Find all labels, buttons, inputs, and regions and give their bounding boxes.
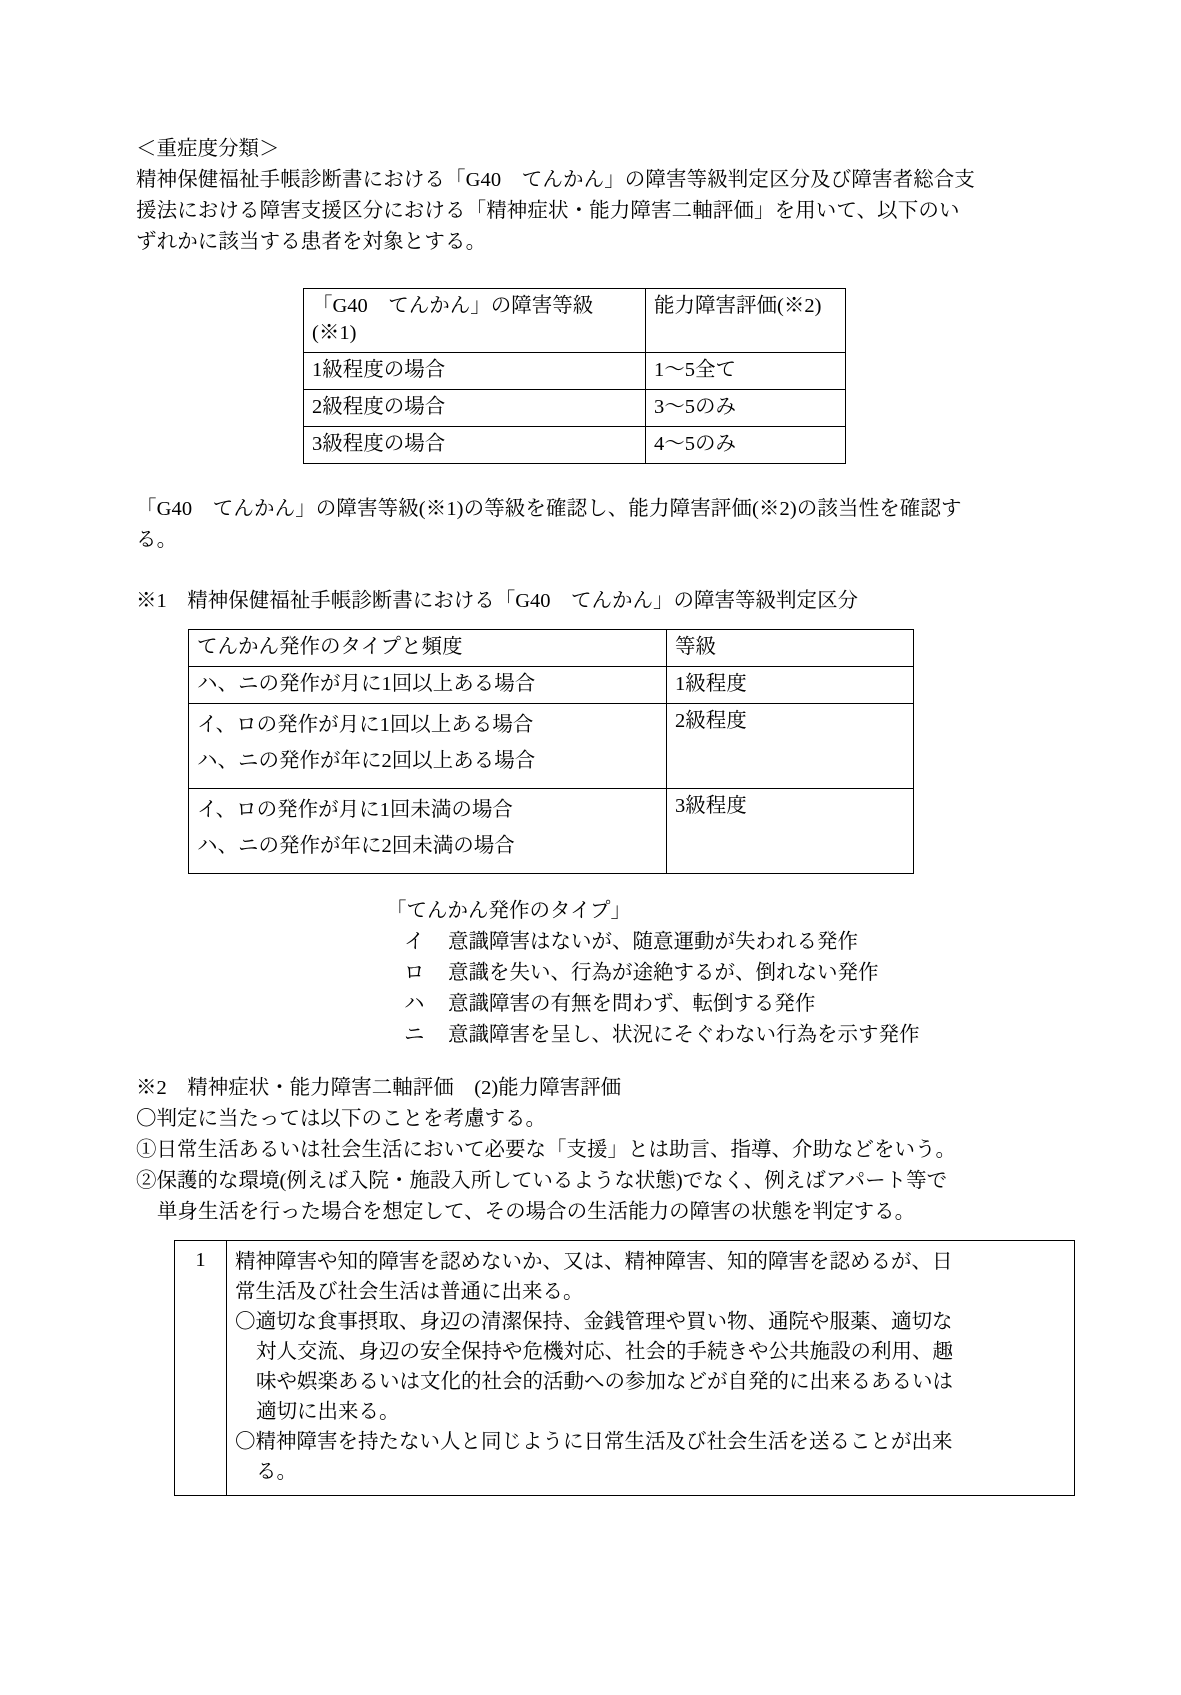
seizure-condition-line: イ、ロの発作が月に1回以上ある場合	[197, 714, 534, 736]
seizure-grade-table	[188, 629, 914, 874]
ability-line: 味や娯楽あるいは文化的社会的活動への参加などが自発的に出来るあるいは	[256, 1371, 953, 1393]
table-row	[304, 353, 846, 390]
confirmation-paragraph	[136, 494, 1060, 556]
intro-line-3: ずれかに該当する患者を対象とする。	[136, 231, 487, 253]
seizure-grade-cell: 1級程度	[667, 667, 914, 704]
note2-heading: ※2 精神症状・能力障害二軸評価 (2)能力障害評価	[136, 1077, 622, 1099]
confirm-line-2: る。	[136, 529, 178, 551]
legend-text: 意識を失い、行為が途絶するが、倒れない発作	[448, 962, 879, 984]
legend-text: 意識障害の有無を問わず、転倒する発作	[448, 993, 816, 1015]
ability-line: 対人交流、身辺の安全保持や危機対応、社会的手続きや公共施設の利用、趣	[256, 1341, 953, 1363]
note1-heading: ※1 精神保健福祉手帳診断書における「G40 てんかん」の障害等級判定区分	[136, 590, 859, 612]
legend-item	[386, 927, 1060, 958]
note2-line-consider: 〇判定に当たっては以下のことを考慮する。	[136, 1108, 546, 1130]
grade-cell: 1級程度の場合	[304, 353, 646, 390]
legend-mark: ニ	[404, 1024, 425, 1046]
legend-text: 意識障害を呈し、状況にそぐわない行為を示す発作	[448, 1024, 920, 1046]
seizure-grade-cell: 3級程度	[667, 789, 914, 874]
grade-mapping-table	[303, 288, 846, 464]
legend-mark: イ	[404, 931, 425, 953]
seizure-type-legend	[386, 896, 1060, 1051]
confirm-line-1: 「G40 てんかん」の障害等級(※1)の等級を確認し、能力障害評価(※2)の該当性を確認す	[136, 498, 962, 520]
legend-text: 意識障害はないが、随意運動が失われる発作	[448, 931, 858, 953]
table-row	[304, 390, 846, 427]
legend-title: 「てんかん発作のタイプ」	[386, 900, 631, 922]
ability-line: 〇適切な食事摂取、身辺の清潔保持、金銭管理や買い物、通院や服薬、適切な	[235, 1311, 953, 1333]
ability-cell: 4〜5のみ	[646, 427, 846, 464]
legend-item	[386, 1020, 1060, 1051]
ability-line: 〇精神障害を持たない人と同じように日常生活及び社会生活を送ることが出来	[235, 1431, 953, 1453]
ability-cell: 3〜5のみ	[646, 390, 846, 427]
seizure-condition-line: ハ、ニの発作が年に2回以上ある場合	[197, 750, 536, 772]
table-row	[304, 427, 846, 464]
document-content	[136, 134, 1060, 1496]
table-row	[304, 289, 846, 353]
seizure-condition-line: イ、ロの発作が月に1回未満の場合	[197, 799, 513, 821]
seizure-table-header-type: てんかん発作のタイプと頻度	[189, 630, 667, 667]
ability-level-description	[227, 1241, 1075, 1496]
intro-line-1: 精神保健福祉手帳診断書における「G40 てんかん」の障害等級判定区分及び障害者総合支	[136, 169, 976, 191]
seizure-condition-cell: ハ、ニの発作が月に1回以上ある場合	[189, 667, 667, 704]
ability-line: 精神障害や知的障害を認めないか、又は、精神障害、知的障害を認めるが、日	[235, 1251, 953, 1273]
table-row	[189, 630, 914, 667]
note2-line-environment-cont: 単身生活を行った場合を想定して、その場合の生活能力の障害の状態を判定する。	[157, 1201, 916, 1223]
note2-line-support: ①日常生活あるいは社会生活において必要な「支援」とは助言、指導、介助などをいう。	[136, 1139, 956, 1161]
intro-paragraph	[136, 165, 1060, 258]
legend-item	[386, 958, 1060, 989]
seizure-table-header-grade: 等級	[667, 630, 914, 667]
seizure-condition-cell	[189, 789, 667, 874]
grade-table-header-ability: 能力障害評価(※2)	[646, 289, 846, 353]
grade-table-header-grade: 「G40 てんかん」の障害等級(※1)	[304, 289, 646, 353]
table-row	[189, 789, 914, 874]
grade-cell: 3級程度の場合	[304, 427, 646, 464]
table-row	[175, 1241, 1075, 1496]
ability-level-number: 1	[175, 1241, 227, 1496]
seizure-grade-cell: 2級程度	[667, 704, 914, 789]
section-title: ＜重症度分類＞	[136, 138, 280, 160]
ability-evaluation-table	[174, 1240, 1075, 1496]
note2-line-environment: ②保護的な環境(例えば入院・施設入所しているような状態)でなく、例えばアパート等で	[136, 1170, 948, 1192]
legend-mark: ハ	[404, 993, 425, 1015]
ability-line: 常生活及び社会生活は普通に出来る。	[235, 1281, 584, 1303]
grade-cell: 2級程度の場合	[304, 390, 646, 427]
table-row	[189, 667, 914, 704]
intro-line-2: 援法における障害支援区分における「精神症状・能力障害二軸評価」を用いて、以下のい	[136, 200, 960, 222]
legend-item	[386, 989, 1060, 1020]
ability-line: る。	[256, 1461, 297, 1483]
ability-line: 適切に出来る。	[256, 1401, 400, 1423]
legend-mark: ロ	[404, 962, 425, 984]
seizure-condition-cell	[189, 704, 667, 789]
seizure-condition-line: ハ、ニの発作が年に2回未満の場合	[197, 835, 515, 857]
table-row	[189, 704, 914, 789]
ability-cell: 1〜5全て	[646, 353, 846, 390]
